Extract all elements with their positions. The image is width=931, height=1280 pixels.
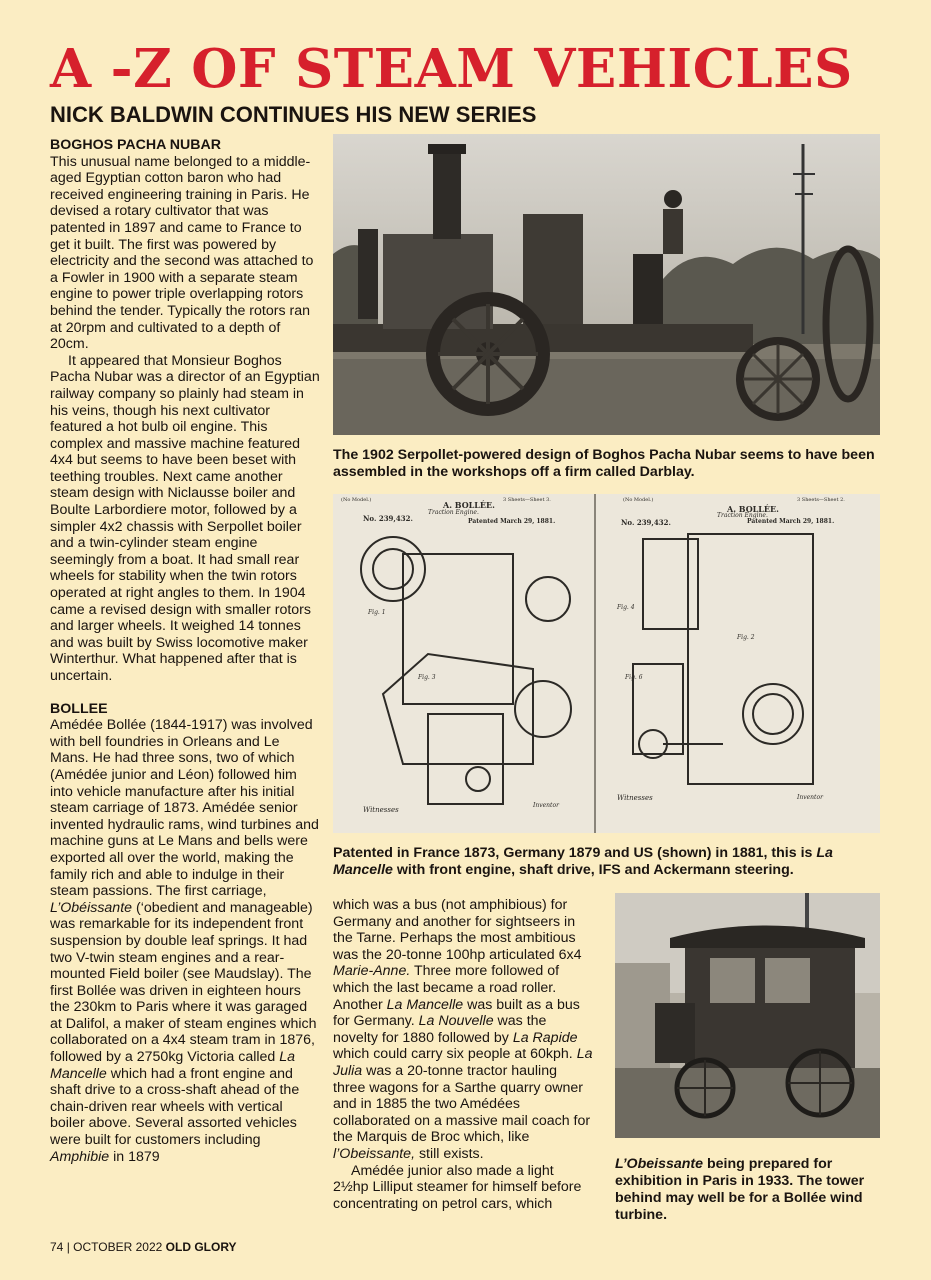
section-heading-bollee: BOLLEE bbox=[50, 700, 108, 717]
patent-right bbox=[597, 494, 880, 833]
footer-date: OCTOBER 2022 bbox=[73, 1240, 163, 1254]
patent-number: No. 239,432. bbox=[363, 514, 413, 523]
page-subtitle: NICK BALDWIN CONTINUES HIS NEW SERIES bbox=[50, 102, 537, 127]
patent-inventor-label: Inventor bbox=[797, 794, 823, 801]
patent-fig-label: Fig. 6 bbox=[625, 674, 643, 681]
page-title: A -Z OF STEAM VEHICLES bbox=[50, 38, 853, 100]
patent-inventor-label: Inventor bbox=[533, 802, 559, 809]
patent-name: A. BOLLÉE. bbox=[443, 500, 495, 510]
patent-desc: Traction Engine. bbox=[717, 512, 768, 519]
patent-number: No. 239,432. bbox=[621, 518, 671, 527]
publication-name: OLD GLORY bbox=[165, 1240, 237, 1254]
patent-name: A. BOLLÉE. bbox=[727, 504, 779, 514]
photo-lobeissante bbox=[615, 893, 880, 1138]
patent-model-label: (No Model.) bbox=[623, 497, 654, 503]
patent-left bbox=[333, 494, 595, 833]
photo-cultivator-tractor bbox=[333, 134, 880, 435]
paragraph: It appeared that Monsieur Boghos Pacha Nubar was a director of an Egyptian railway company so plainly had steam in his veins, though his next cultivator featured a hot bulb oil engine. This complex and massive machine featured 4x4 but seems to have been beset with teething troubles. Next came another steam design with Niclausse boiler and Boulte Larbordiere motor, followed by a simpler 4x2 chassis with Serpollet boiler and a twin-cylinder steam engine seemingly from a boat. It had small rear wheels for stability when the twin rotors operated at right angles to them. In 1904 came a revised design with smaller rotors and larger wheels. It weighed 14 tonnes and was built by Swiss locomotive maker Winterthur. What happened after that is uncertain. bbox=[50, 352, 320, 684]
section-heading-nubar: BOGHOS PACHA NUBAR bbox=[50, 137, 222, 153]
tractor-illustration bbox=[333, 134, 880, 435]
photo-patent-drawing bbox=[333, 494, 880, 833]
caption-photo-patent: Patented in France 1873, Germany 1879 and US (shown) in 1881, this is La Mancelle with front engine, shaft drive, IFS and Ackermann steering. bbox=[333, 845, 833, 878]
patent-fig-label: Fig. 1 bbox=[368, 609, 386, 616]
patent-witness-label: Witnesses bbox=[363, 806, 399, 814]
patent-date: Patented March 29, 1881. bbox=[747, 518, 835, 525]
patent-date: Patented March 29, 1881. bbox=[468, 518, 556, 525]
patent-fig-label: Fig. 3 bbox=[418, 674, 436, 681]
patent-model-label: (No Model.) bbox=[341, 497, 372, 503]
article-column-2 bbox=[333, 897, 593, 1212]
patent-fig-label: Fig. 2 bbox=[737, 634, 755, 641]
patent-witness-label: Witnesses bbox=[617, 794, 653, 802]
lobeissante-illustration bbox=[615, 893, 880, 1138]
patent-desc: Traction Engine. bbox=[428, 509, 479, 516]
article-column-1 bbox=[50, 137, 320, 1165]
paragraph: which was a bus (not amphibious) for Germany and another for sightseers in the Tarne. Perhaps the most ambitious was the 20-tonne 100hp articulated 6x4 Marie-Anne. Three more followed of which the last became a road roller. Another La Mancelle was built as a bus for Germany. La Nouvelle was the novelty for 1880 followed by La Rapide which could carry six people at 60kph. La Julia was a 20-tonne tractor hauling three wagons for a Sarthe quarry owner and in 1885 the two Amédées collaborated on a massive mail coach for the Marquis de Broc which, like l’Obeissante, still exists. bbox=[333, 897, 593, 1162]
paragraph: Amédée junior also made a light 2½hp Lilliput steamer for himself before concentrating on petrol cars, which bbox=[333, 1162, 582, 1212]
patent-sheet-label: 3 Sheets—Sheet 3. bbox=[503, 497, 551, 503]
patent-fig-label: Fig. 4 bbox=[617, 604, 635, 611]
caption-photo-lobeissante: L’Obeissante being prepared for exhibition in Paris in 1933. The tower behind may well be for a Bollée wind turbine. bbox=[615, 1156, 865, 1223]
page-footer bbox=[50, 1240, 237, 1254]
page-number: 74 bbox=[50, 1240, 64, 1254]
patent-sheet-label: 3 Sheets—Sheet 2. bbox=[797, 497, 845, 503]
caption-photo-tractor: The 1902 Serpollet-powered design of Boghos Pacha Nubar seems to have been assembled in the workshops off a firm called Darblay. bbox=[333, 447, 875, 480]
paragraph: This unusual name belonged to a middle-aged Egyptian cotton baron who had received engineering training in Paris. He devised a rotary cultivator that was patented in 1897 and came to France to get it built. The first was powered by electricity and the second was attached to a Fowler in 1900 with a separate steam engine to power triple overlapping rotors behind the tender. Typically the rotors ran at 20rpm and cultivated to a depth of 20cm. bbox=[50, 153, 314, 353]
footer-separator: | bbox=[66, 1240, 70, 1254]
paragraph: Amédée Bollée (1844-1917) was involved with bell foundries in Orleans and Le Mans. He had three sons, two of which (Amédée junior and Léon) followed him into vehicle manufacture after his initial steam carriage of 1873. Amédée senior invented hydraulic rams, wind turbines and machine guns at Le Mans and bells were exported all over the world, making the family rich and able to indulge in their steam passions. The first carriage, L’Obéissante (‘obedient and manageable) was remarkable for its independent front suspension by double leaf springs. It had two V-twin steam engines and a rear-mounted Field boiler (see Maudslay). The first Bollée was driven in eighteen hours the 230km to Paris where it was garaged at Dalifol, a maker of steam engines which collaborated on a 4x4 steam tram in 1876, followed by a 2750kg Victoria called La Mancelle which had a front engine and shaft drive to a cross-shaft ahead of the chain-driven rear wheels with vertical boiler above. Several assorted vehicles were built for customers including Amphibie in 1879 bbox=[50, 717, 319, 1165]
